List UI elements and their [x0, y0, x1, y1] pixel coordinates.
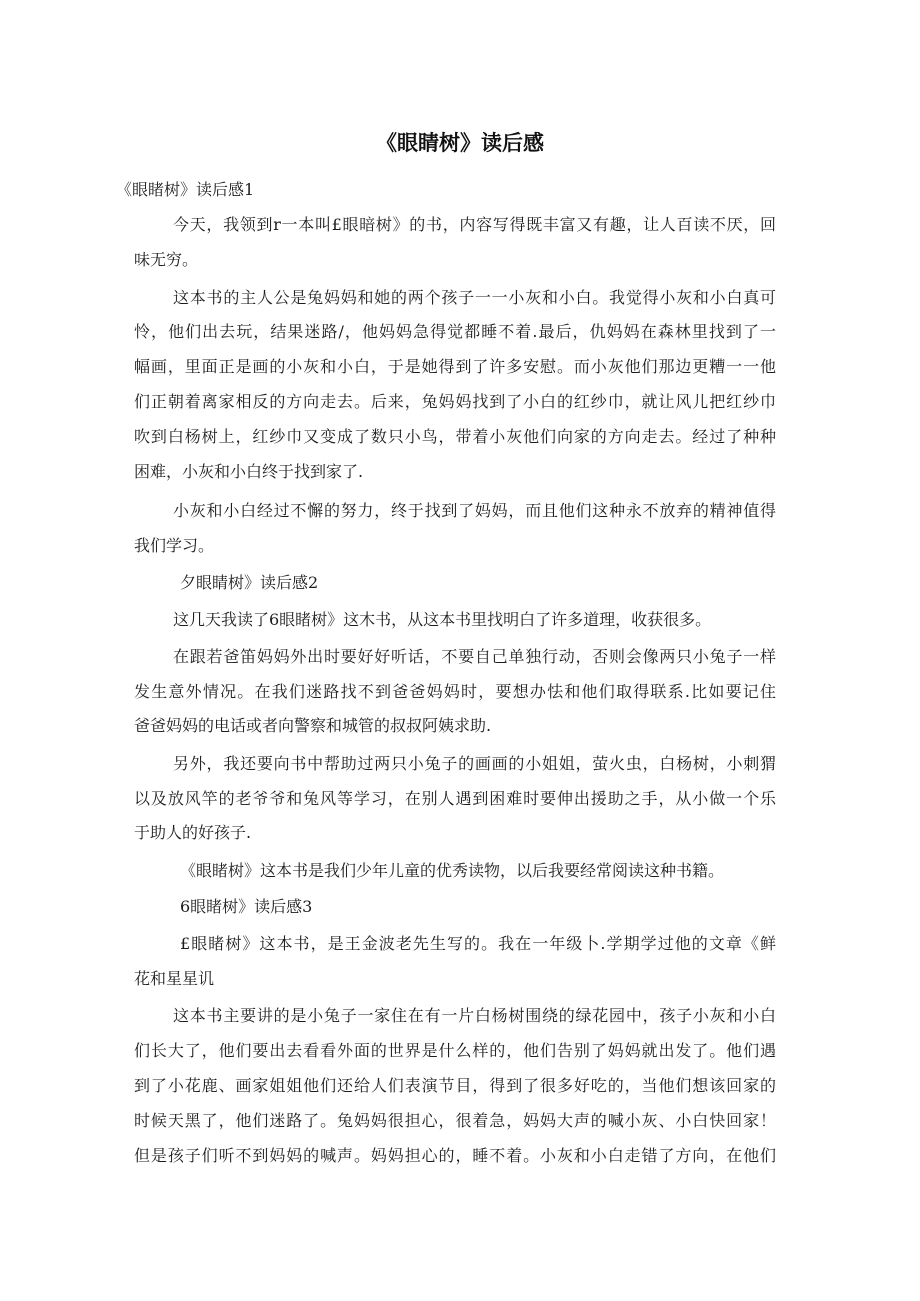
- paragraph-line: 吹到白杨树上，红纱巾又变成了数只小鸟，带着小灰他们向家的方向走去。经过了种种: [134, 427, 776, 446]
- paragraph-line: 怜，他们出去玩，结果迷路/，他妈妈急得觉都睡不着.最后，仇妈妈在森林里找到了一: [134, 322, 776, 341]
- paragraph-line: 在跟若爸笛妈妈外出时要好好听话，不要自己单独行动，否则会像两只小兔子一样: [173, 647, 776, 666]
- page-title: 《眼睛树》读后感: [376, 131, 544, 155]
- section-heading-1: 《眼睹树》读后感1: [116, 180, 255, 199]
- paragraph-line: 爸爸妈妈的电话或者向警察和城管的叔叔阿姨求助.: [134, 716, 492, 735]
- paragraph-line: 我们学习。: [134, 536, 215, 555]
- paragraph-line: £眼睹树》这本书，是王金波老先生写的。我在一年级卜.学期学过他的文章《鲜: [180, 934, 776, 953]
- paragraph-line: 以及放风竿的老爷爷和兔风等学习，在别人遇到困难时要伸出援助之手，从小做一个乐: [134, 789, 776, 808]
- paragraph-line: 味无穷。: [134, 250, 199, 269]
- paragraph-line: 困难，小灰和小白终于找到家了.: [134, 462, 364, 481]
- paragraph-line: 今天，我领到r一本叫£眼暗树》的书，内容写得既丰富又有趣，让人百读不厌，回: [173, 215, 776, 234]
- paragraph-line: 到了小花鹿、画家姐姐他们还给人们表演节目，得到了很多好吃的，当他们想该回家的: [134, 1076, 776, 1095]
- paragraph-line: 这本书主要讲的是小兔子一家住在有一片白杨树围绕的绿花园中，孩子小灰和小白: [173, 1006, 776, 1025]
- paragraph-line: 们长大了，他们要出去看看外面的世界是什么样的，他们告别了妈妈就出发了。他们遇: [134, 1041, 776, 1060]
- paragraph-line: 发生意外情况。在我们迷路找不到爸爸妈妈时，要想办怯和他们取得联系.比如要记住: [134, 682, 776, 701]
- paragraph-line: 于助人的好孩子.: [134, 823, 252, 842]
- section-heading-3: 6眼睹树》读后感3: [180, 897, 313, 916]
- paragraph-line: 花和星星讥: [134, 969, 215, 988]
- paragraph-line: 另外，我还要向书中帮助过两只小兔子的画画的小姐姐，萤火虫，白杨树，小刺猬: [173, 754, 776, 773]
- paragraph-line: 《眼睹树》这本书是我们少年儿童的优秀读物，以后我要经常阅读这种书籍。: [180, 861, 725, 880]
- paragraph-line: 们正朝着离家相反的方向走去。后来，兔妈妈找到了小白的红纱巾，就让风儿把红纱巾: [134, 392, 776, 411]
- paragraph-line: 这几天我读了6眼睹树》这木书，从这本书里找明白了许多道理，收获很多。: [173, 610, 712, 629]
- paragraph-line: 幅画，里面正是画的小灰和小白，于是她得到了许多安慰。而小灰他们那边更糟一一他: [134, 357, 776, 376]
- paragraph-line: 时候天黑了，他们迷路了。兔妈妈很担心，很着急，妈妈大声的喊小灰、小白快回家！: [134, 1111, 776, 1130]
- paragraph-line: 但是孩子们听不到妈妈的喊声。妈妈担心的，睡不着。小灰和小白走错了方向，在他们: [134, 1146, 776, 1165]
- section-heading-2: 夕眼睛树》读后感2: [180, 573, 319, 592]
- paragraph-line: 小灰和小白经过不懈的努力，终于找到了妈妈，而且他们这种永不放弃的精神值得: [173, 501, 776, 520]
- paragraph-line: 这本书的主人公是兔妈妈和她的两个孩子一一小灰和小白。我觉得小灰和小白真可: [173, 288, 776, 307]
